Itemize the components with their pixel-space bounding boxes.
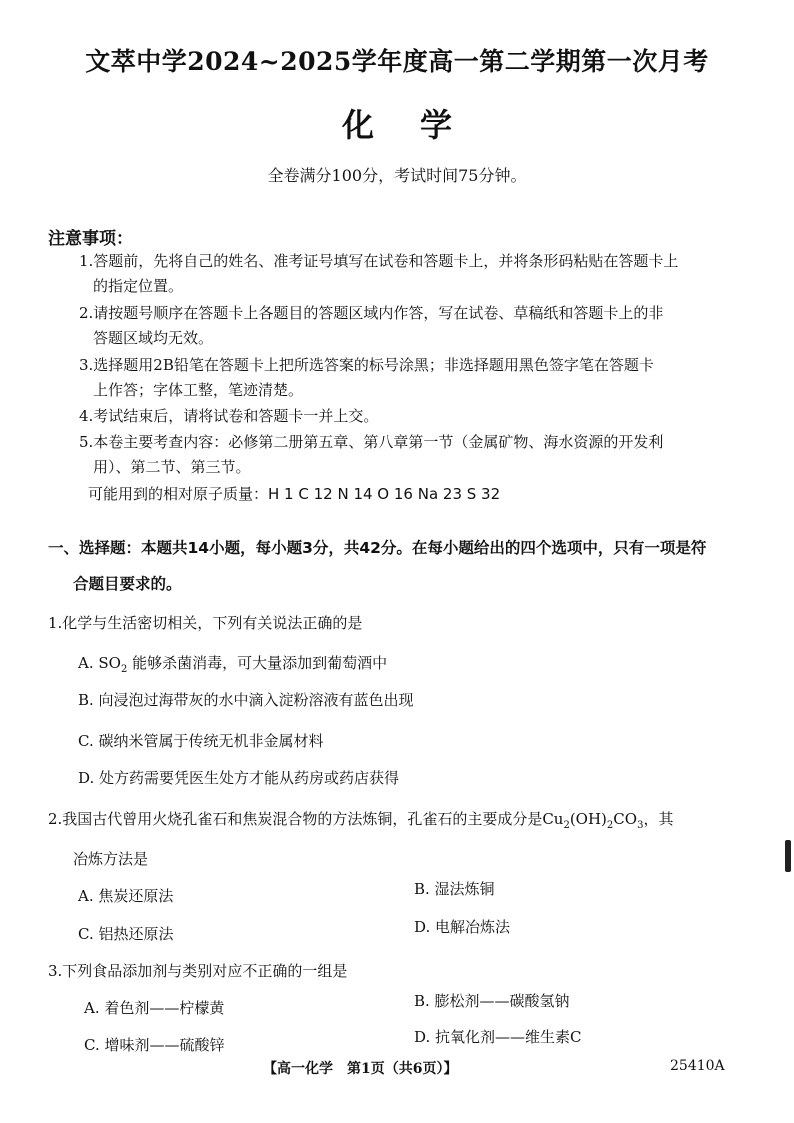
question-1-option-c: C. 碳纳米管属于传统无机非金属材料	[78, 732, 324, 750]
question-2-option-c: C. 铝热还原法	[78, 925, 174, 943]
question-3-option-b: B. 膨松剂——碳酸氢钠	[414, 992, 570, 1010]
atomic-masses: 可能用到的相对原子质量：H 1 C 12 N 14 O 16 Na 23 S 32	[88, 485, 501, 503]
note-item-5-line2: 用）、第二节、第三节。	[93, 458, 251, 476]
question-1-option-b: B. 向浸泡过海带灰的水中滴入淀粉溶液有蓝色出现	[78, 691, 414, 709]
score-info: 全卷满分100分，考试时间75分钟。	[267, 166, 527, 185]
scan-edge-mark	[785, 840, 791, 872]
section-1-heading: 一、选择题：本题共14小题，每小题3分，共42分。在每小题给出的四个选项中，只有一项是符	[48, 539, 707, 557]
note-item-1-line1: 1.答题前，先将自己的姓名、准考证号填写在试卷和答题卡上，并将条形码粘贴在答题卡上	[79, 252, 679, 270]
note-item-3-line1: 3.选择题用2B铅笔在答题卡上把所选答案的标号涂黑；非选择题用黑色签字笔在答题卡	[79, 356, 654, 374]
question-3-option-d: D. 抗氧化剂——维生素C	[414, 1028, 582, 1046]
page-footer: 【高一化学 第1页（共6页）】	[263, 1061, 458, 1077]
question-2-option-b: B. 湿法炼铜	[414, 880, 495, 898]
question-3-stem: 3.下列食品添加剂与类别对应不正确的一组是	[48, 962, 348, 980]
question-2-stem: 2.我国古代曾用火烧孔雀石和焦炭混合物的方法炼铜，孔雀石的主要成分是$Cu_2(OH)_2CO_3$，其	[48, 810, 674, 831]
question-1-option-a: A. $SO_2$ 能够杀菌消毒，可大量添加到葡萄酒中	[78, 654, 388, 675]
exam-title: 文萃中学2024~2025学年度高一第二学期第一次月考	[85, 47, 709, 76]
subject-title: 化学	[341, 106, 498, 144]
section-1-heading-cont: 合题目要求的。	[73, 575, 182, 593]
note-item-5-line1: 5.本卷主要考查内容：必修第二册第五章、第八章第一节（金属矿物、海水资源的开发利	[79, 433, 664, 451]
question-3-option-c: C. 增味剂——硫酸锌	[84, 1036, 225, 1054]
note-item-3-line2: 上作答；字体工整，笔迹清楚。	[93, 381, 304, 399]
notes-heading: 注意事项：	[48, 229, 133, 249]
note-item-2-line2: 答题区域均无效。	[93, 329, 214, 347]
question-1-stem: 1.化学与生活密切相关，下列有关说法正确的是	[48, 614, 363, 632]
question-2-option-d: D. 电解冶炼法	[414, 918, 511, 936]
note-item-1-line2: 的指定位置。	[93, 277, 184, 295]
question-2-option-a: A. 焦炭还原法	[78, 887, 174, 905]
question-3-option-a: A. 着色剂——柠檬黄	[84, 999, 225, 1017]
note-item-4-line1: 4.考试结束后，请将试卷和答题卡一并上交。	[79, 407, 379, 425]
exam-code: 25410A	[670, 1058, 725, 1074]
question-1-option-d: D. 处方药需要凭医生处方才能从药房或药店获得	[78, 769, 400, 787]
note-item-2-line1: 2.请按题号顺序在答题卡上各题目的答题区域内作答，写在试卷、草稿纸和答题卡上的非	[79, 304, 664, 322]
question-2-stem-cont: 冶炼方法是	[73, 850, 149, 868]
